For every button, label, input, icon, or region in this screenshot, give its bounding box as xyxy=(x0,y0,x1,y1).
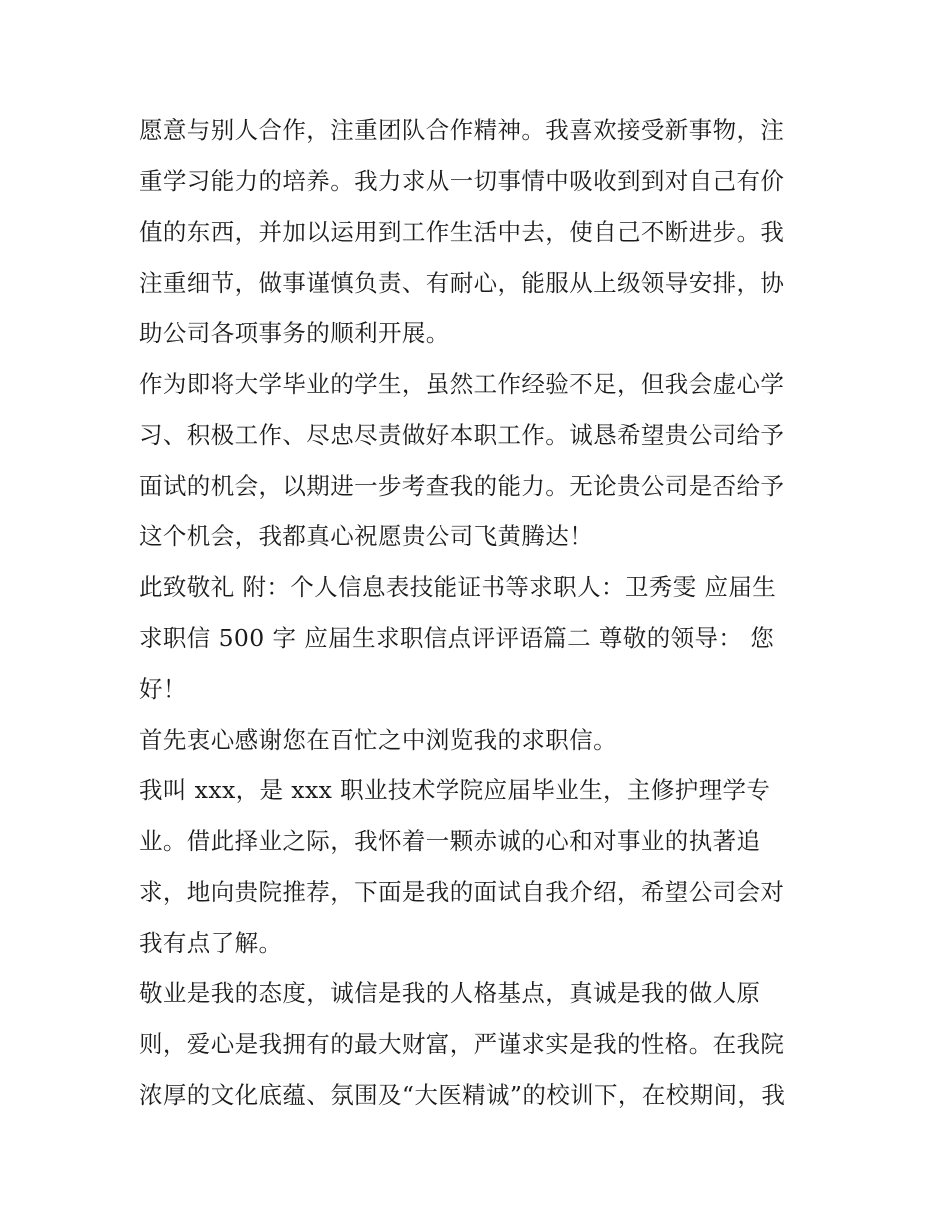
text-line: 注重细节，做事谨慎负责、有耐心，能服从上级领导安排，协 xyxy=(139,269,785,297)
text-line: 这个机会，我都真心祝愿贵公司飞黄腾达！ xyxy=(139,522,594,550)
text-line: 作为即将大学毕业的学生，虽然工作经验不足，但我会虚心学 xyxy=(139,370,785,398)
text-line: 敬业是我的态度，诚信是我的人格基点，真诚是我的做人原 xyxy=(139,979,761,1007)
text-line: 值的东西，并加以运用到工作生活中去，使自己不断进步。我 xyxy=(139,218,785,246)
text-line: 首先衷心感谢您在百忙之中浏览我的求职信。 xyxy=(139,726,617,754)
text-line: 求，地向贵院推荐，下面是我的面试自我介绍，希望公司会对 xyxy=(139,878,785,906)
text-line: 习、积极工作、尽忠尽责做好本职工作。诚恳希望贵公司给予 xyxy=(139,421,785,449)
text-line: 重学习能力的培养。我力求从一切事情中吸收到到对自己有价 xyxy=(139,167,785,195)
text-line: 愿意与别人合作，注重团队合作精神。我喜欢接受新事物，注 xyxy=(139,116,785,144)
text-line: 我有点了解。 xyxy=(139,929,283,957)
text-line: 助公司各项事务的顺利开展。 xyxy=(139,319,450,347)
text-line: 面试的机会，以期进一步考查我的能力。无论贵公司是否给予 xyxy=(139,472,785,500)
text-line: 则，爱心是我拥有的最大财富，严谨求实是我的性格。在我院 xyxy=(139,1030,785,1058)
text-line: 求职信 500 字 应届生求职信点评评语篇二 尊敬的领导： 您 xyxy=(139,624,775,652)
text-line: 我叫 xxx，是 xxx 职业技术学院应届毕业生，主修护理学专 xyxy=(139,776,771,804)
text-line: 好！ xyxy=(139,675,187,703)
text-line: 浓厚的文化底蕴、氛围及“大医精诚”的校训下，在校期间，我 xyxy=(139,1081,786,1109)
text-line: 业。借此择业之际，我怀着一颗赤诚的心和对事业的执著追 xyxy=(139,827,761,855)
text-line: 此致敬礼 附：个人信息表技能证书等求职人：卫秀雯 应届生 xyxy=(139,573,777,601)
